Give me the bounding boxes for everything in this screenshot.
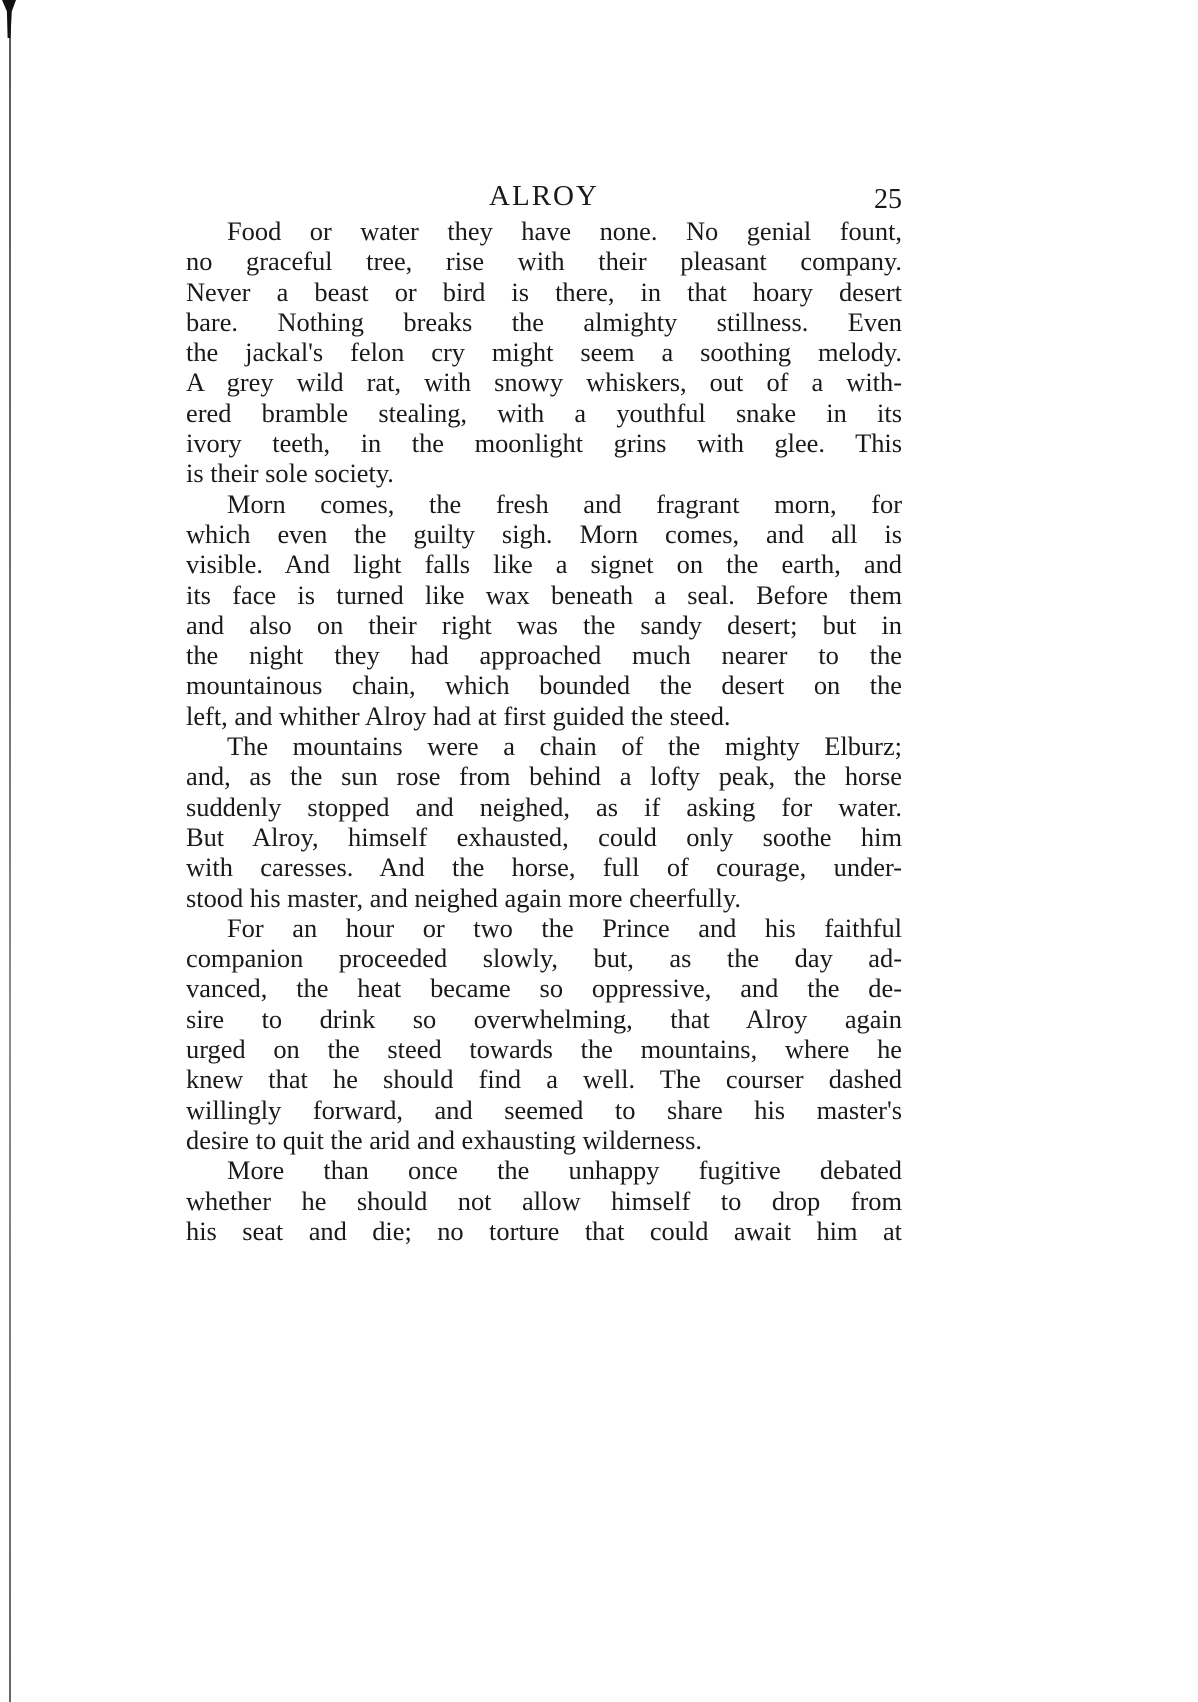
text-line: stood his master, and neighed again more cheerfully. bbox=[186, 882, 741, 913]
text-line: urged on the steed towards the mountains, where he bbox=[186, 1034, 902, 1065]
text-line: For an hour or two the Prince and his faithful bbox=[227, 912, 902, 943]
binding-mark bbox=[2, 0, 16, 38]
text-line: and, as the sun rose from behind a lofty peak, the horse bbox=[186, 761, 902, 792]
text-line: sire to drink so overwhelming, that Alroy again bbox=[186, 1003, 902, 1034]
text-line: left, and whither Alroy had at first guided the steed. bbox=[186, 700, 731, 731]
text-line: willingly forward, and seemed to share his master's bbox=[186, 1094, 902, 1125]
text-line: companion proceeded slowly, but, as the day ad- bbox=[186, 943, 902, 974]
text-line: and also on their right was the sandy desert; but in bbox=[186, 609, 902, 640]
text-line: Never a beast or bird is there, in that hoary desert bbox=[186, 276, 902, 307]
text-line: The mountains were a chain of the mighty Elburz; bbox=[227, 731, 902, 762]
running-head: ALROY bbox=[489, 180, 599, 212]
text-line: is their sole society. bbox=[186, 458, 394, 489]
text-line: visible. And light falls like a signet on the earth, and bbox=[186, 549, 902, 580]
text-line: Morn comes, the fresh and fragrant morn, for bbox=[227, 488, 902, 519]
text-line: knew that he should find a well. The courser dashed bbox=[186, 1064, 902, 1095]
text-line: ered bramble stealing, with a youthful snake in its bbox=[186, 397, 902, 428]
text-line: bare. Nothing breaks the almighty stillness. Even bbox=[186, 306, 902, 337]
text-line: whether he should not allow himself to drop from bbox=[186, 1185, 902, 1216]
text-line: But Alroy, himself exhausted, could only soothe him bbox=[186, 821, 902, 852]
text-line: his seat and die; no torture that could await him at bbox=[186, 1215, 902, 1246]
binding-edge bbox=[9, 0, 11, 1702]
text-line: suddenly stopped and neighed, as if asking for water. bbox=[186, 791, 902, 822]
text-line: which even the guilty sigh. Morn comes, and all is bbox=[186, 518, 902, 549]
text-line: desire to quit the arid and exhausting wilderness. bbox=[186, 1124, 702, 1155]
text-line: More than once the unhappy fugitive debated bbox=[227, 1155, 902, 1186]
text-line: vanced, the heat became so oppressive, and the de- bbox=[186, 973, 902, 1004]
text-line: mountainous chain, which bounded the desert on the bbox=[186, 670, 902, 701]
body-text bbox=[186, 216, 902, 1246]
text-line: the night they had approached much nearer to the bbox=[186, 640, 902, 671]
text-line: with caresses. And the horse, full of courage, under- bbox=[186, 852, 902, 883]
text-line: ivory teeth, in the moonlight grins with glee. This bbox=[186, 428, 902, 459]
text-line: its face is turned like wax beneath a seal. Before them bbox=[186, 579, 902, 610]
text-line: the jackal's felon cry might seem a soothing melody. bbox=[186, 337, 902, 368]
page-number: 25 bbox=[874, 184, 902, 215]
text-line: A grey wild rat, with snowy whiskers, out of a with- bbox=[186, 367, 902, 398]
text-line: no graceful tree, rise with their pleasant company. bbox=[186, 246, 902, 277]
text-line: Food or water they have none. No genial fount, bbox=[227, 216, 902, 246]
